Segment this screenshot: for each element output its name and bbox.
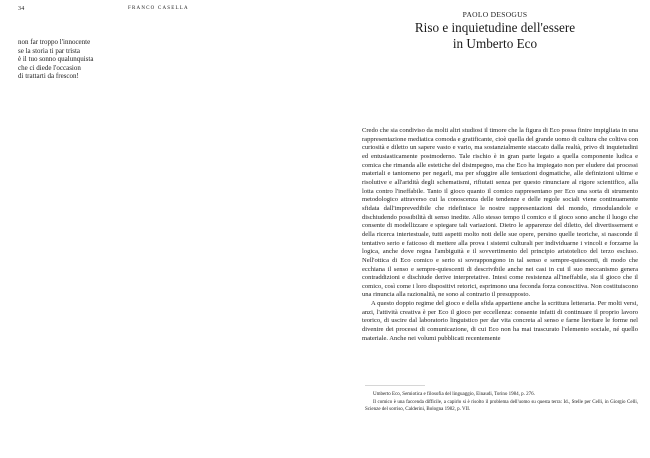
article-author: PAOLO DESOGUS: [462, 10, 528, 19]
poem-line: che ci diede l'occasion: [18, 63, 81, 72]
poem-excerpt: [18, 38, 93, 81]
right-page: [325, 0, 650, 458]
poem-line: di trattarti da frescon!: [18, 72, 79, 81]
poem-line: non far troppo l'innocente: [18, 38, 91, 46]
title-line: in Umberto Eco: [452, 36, 538, 51]
body-paragraph: Credo che sia condiviso da molti altri studiosi il timore che la figura di Eco possa finire impigliata in una rappresentazione mediatica comoda e gratificante, cioè quella del grande uomo di cultura che coltiva con curiosità e diletto un sapere vasto e vario, ma sostanzialmente staccato dalla realtà, privo di inquietudini ed entusiasticamente postmoderno. Tale rischio è in gran parte legato a quella componente ludica e comica che rimanda alle estetiche del disimpegno, ma che Eco ha impiegato non per eludere dai processi materiali e tantomeno per negarli, ma per sfuggire alle tentazioni dogmatiche, alle definizioni ultime e risolutive e all'aridità degli schematismi, rifiutati senza per questo rinunciare al rigore scientifico, alla lotta contro l'ineffabile. Tanto il gioco quanto il comico rappresentano per Eco una sorta di strumento metodologico attraverso cui la conoscenza delle tendenze e delle regole sociali viene continuamente sfidata dall'imprevedibile che ridefinisce le nostre rappresentazioni del mondo, rimodulandole e dischiudendo possibilità di senso inedite. Allo stesso tempo il comico e il gioco sono anche il luogo che consente di modellizzare e spiegare tali variazioni. Dietro le apparenze del diletto, del divertissement e della ricerca intertestuale, tutti aspetti molto noti delle sue opere, persino quelle teoriche, si nasconde il tentativo serio e faticoso di mettere alla prova i sistemi culturali per individuarne i vincoli e forzarne la logica, anche dove regna l'ambiguità e il sovvertimento del principio aristotelico del terzo escluso. Nell'ottica di Eco comico e serio si sovrappongono in tal senso e sempre-quiescenti, di modo che ecchiana il senso e sempre-quiescenti di descrivibile anche nei casi in cui il suo meccanismo genera contraddizioni e dischiude derive interpretative. Intesi come resistenza all'ineffabile, sia il gioco che il comico, così come i loro dispositivi retorici, esprimono una feconda forza conoscitiva. Non costituiscono una rinuncia alla razionalità, ne sono al contrario il presupposto.: [362, 127, 638, 299]
footnote: Umberto Eco, Semiotica e filosofia del linguaggio, Einaudi, Torino 1984, p. 276.: [373, 392, 535, 397]
poem-line: se la storia ti par trista: [18, 46, 81, 55]
body-paragraph: A questo doppio regime del gioco e della sfida appartiene anche la scrittura letteraria. Per molti versi, anzi, l'attività creativa è per Eco il gioco per eccellenza: consente infatti di continuare il proprio lavoro teorico, di uscire dal laboratorio linguistico per dar vita concreta al senso e farne lievitare le forme nel divenire dei processi di comunicazione, di cui Eco non ha mai trascurato l'elemento sociale, né quello materiale. Anche nei volumi pubblicati recentemente: [362, 300, 638, 342]
page-number: 34: [18, 6, 25, 12]
footnotes: [365, 391, 638, 414]
article-title: [370, 20, 620, 52]
poem-line: è il tuo sonno qualunquista: [18, 55, 94, 64]
title-line: Riso e inquietudine dell'essere: [414, 20, 576, 35]
footnote: Il comico è una faccenda difficile, a capirlo si è risolto il problema dell'uomo su questa terra: Id., Stelle per Celli, in Giorgio Celli, Scienze del sorriso, Calderini, Bologna 1982, p. VII.: [365, 399, 638, 412]
running-head: FRANCO CASELLA: [128, 6, 189, 11]
article-body: [362, 127, 638, 343]
footnote-divider: [365, 385, 425, 386]
